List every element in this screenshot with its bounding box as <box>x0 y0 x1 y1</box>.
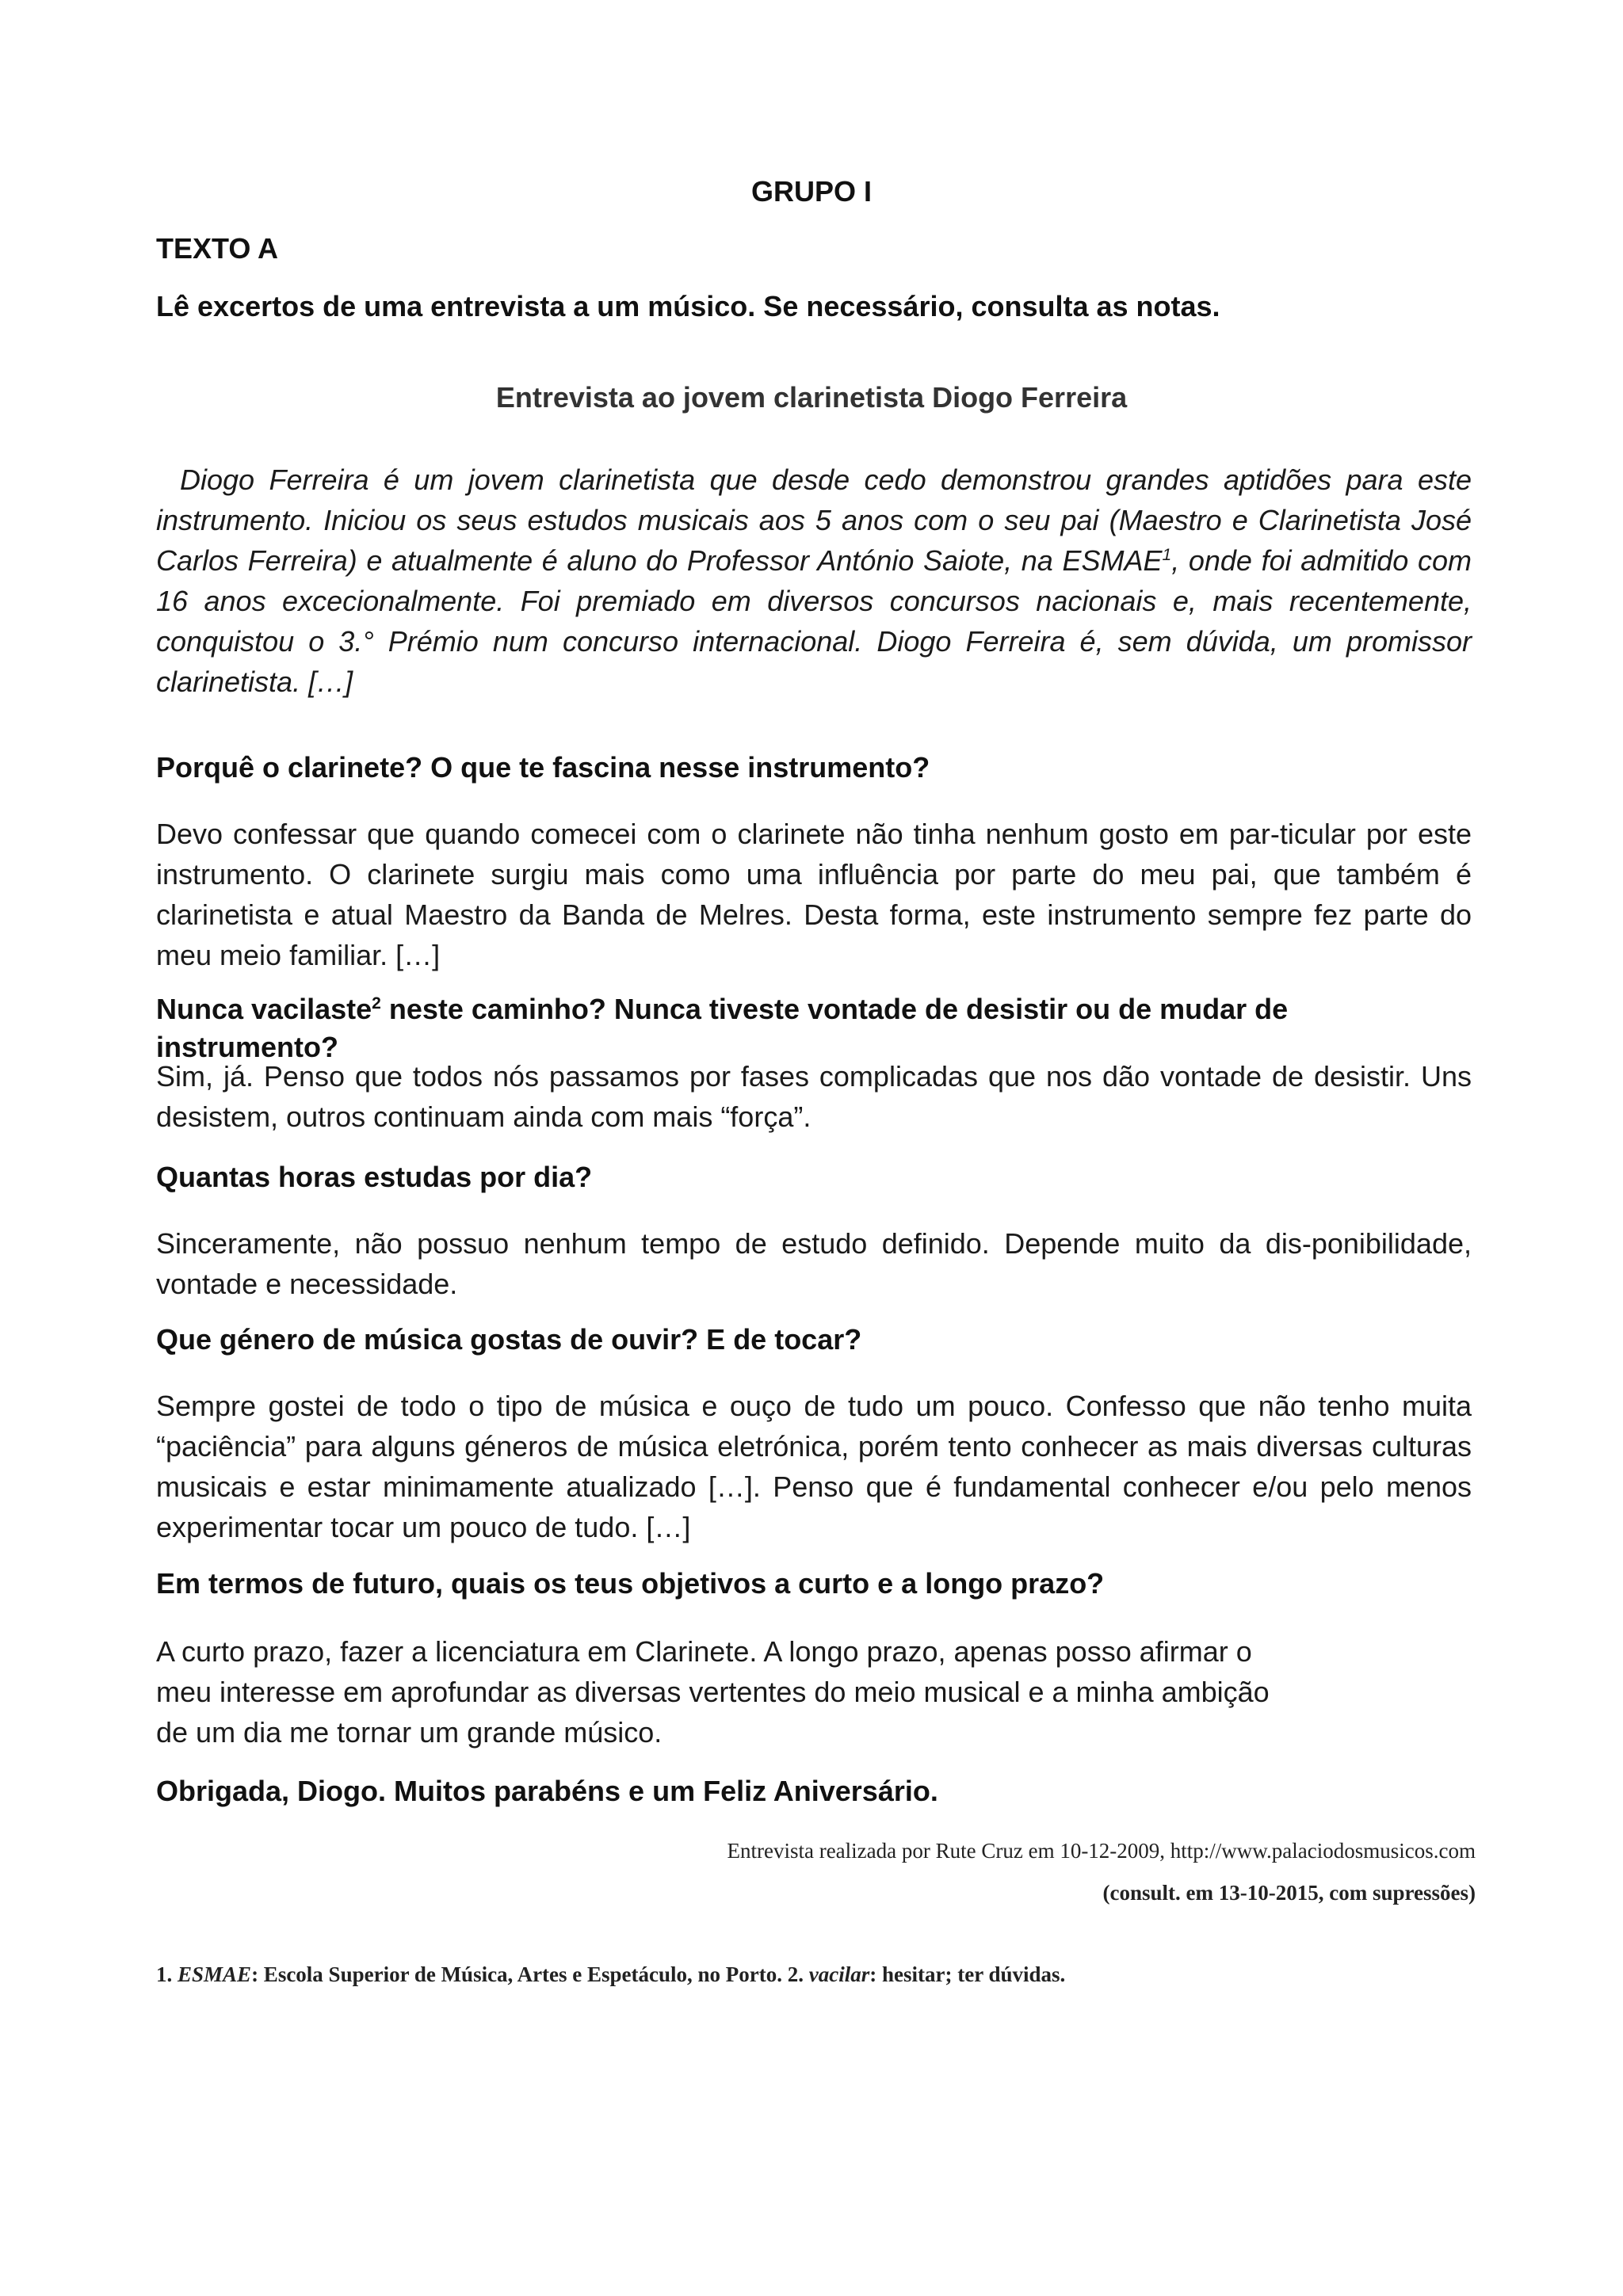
closing-remark: Obrigada, Diogo. Muitos parabéns e um Feliz Aniversário. <box>156 1775 938 1807</box>
answer-1: Devo confessar que quando comecei com o clarinete não tinha nenhum gosto em par-ticular por este instrumento. O clarinete surgiu mais como uma influência por parte do meu pai, que também é clarinetista e atual Maestro da Banda de Melres. Desta forma, este instrumento sempre fez parte do meu meio familiar. […] <box>156 818 1472 971</box>
footnote-1-definition: : Escola Superior de Música, Artes e Espetáculo, no Porto. <box>251 1962 788 1986</box>
footnote-marker-1: 1 <box>1162 546 1172 564</box>
answer-4: Sempre gostei de todo o tipo de música e ouço de tudo um pouco. Confesso que não tenho muita “paciência” para alguns géneros de música eletrónica, porém tento conhecer as mais diversas culturas musicais e estar minimamente atualizado […]. Penso que é fundamental conhecer e/ou pelo menos experimentar tocar um pouco de tudo. […] <box>156 1390 1472 1543</box>
question-2-part1: Nunca vacilaste <box>156 993 372 1025</box>
answer-5 <box>156 1631 1472 1753</box>
question-4: Que género de música gostas de ouvir? E de tocar? <box>156 1323 862 1356</box>
footnote-2-definition: : hesitar; ter dúvidas. <box>869 1962 1066 1986</box>
group-title: GRUPO I <box>750 175 872 208</box>
question-1: Porquê o clarinete? O que te fascina nesse instrumento? <box>156 751 930 784</box>
answer-5-line-1: A curto prazo, fazer a licenciatura em Clarinete. A longo prazo, apenas posso afirmar o <box>156 1635 1252 1668</box>
interview-title: Entrevista ao jovem clarinetista Diogo Ferreira <box>495 381 1128 414</box>
answer-2: Sim, já. Penso que todos nós passamos por fases complicadas que nos dão vontade de desistir. Uns desistem, outros continuam ainda com mais “força”. <box>156 1060 1472 1133</box>
question-5: Em termos de futuro, quais os teus objetivos a curto e a longo prazo? <box>156 1567 1105 1600</box>
footnote-2-number: 2. <box>787 1962 809 1986</box>
answer-5-line-3: de um dia me tornar um grande músico. <box>156 1716 663 1749</box>
question-3: Quantas horas estudas por dia? <box>156 1161 593 1193</box>
footnote-1-term: ESMAE <box>178 1962 252 1986</box>
source-citation: Entrevista realizada por Rute Cruz em 10-12-2009, http://www.palaciodosmusicos.com <box>727 1839 1476 1863</box>
intro-text-part1: Diogo Ferreira é um jovem clarinetista que desde cedo demonstrou grandes aptidões para este instrumento. Iniciou os seus estudos musicais aos 5 anos com o seu pai (Maestro e Clarinetista José Carlos Ferreira) e atualmente é aluno do Professor António Saiote, na ESMAE <box>156 463 1472 577</box>
consult-note: (consult. em 13-10-2015, com supressões) <box>1102 1881 1476 1905</box>
footnotes <box>156 1960 1065 1989</box>
footnote-1-number: 1. <box>156 1962 178 1986</box>
footnote-2-term: vacilar <box>808 1962 870 1986</box>
instruction: Lê excertos de uma entrevista a um músico. Se necessário, consulta as notas. <box>156 290 1220 322</box>
answer-5-line-2: meu interesse em aprofundar as diversas vertentes do meio musical e a minha ambição <box>156 1676 1270 1708</box>
question-2-part2: neste caminho? Nunca tiveste vontade de desistir ou de mudar de instrumento? <box>156 993 1289 1063</box>
question-2 <box>156 990 1472 1066</box>
answer-3: Sinceramente, não possuo nenhum tempo de estudo definido. Depende muito da dis-ponibilidade, vontade e necessidade. <box>156 1227 1472 1300</box>
intro-paragraph <box>156 460 1472 702</box>
footnote-marker-2: 2 <box>372 994 381 1013</box>
text-label: TEXTO A <box>156 232 279 265</box>
intro-text-part2: , onde foi admitido com 16 anos excecionalmente. Foi premiado em diversos concursos nacionais e, mais recentemente, conquistou o 3.° Prémio num concurso internacional. Diogo Ferreira é, sem dúvida, um promissor clarinetista. […] <box>156 544 1472 698</box>
